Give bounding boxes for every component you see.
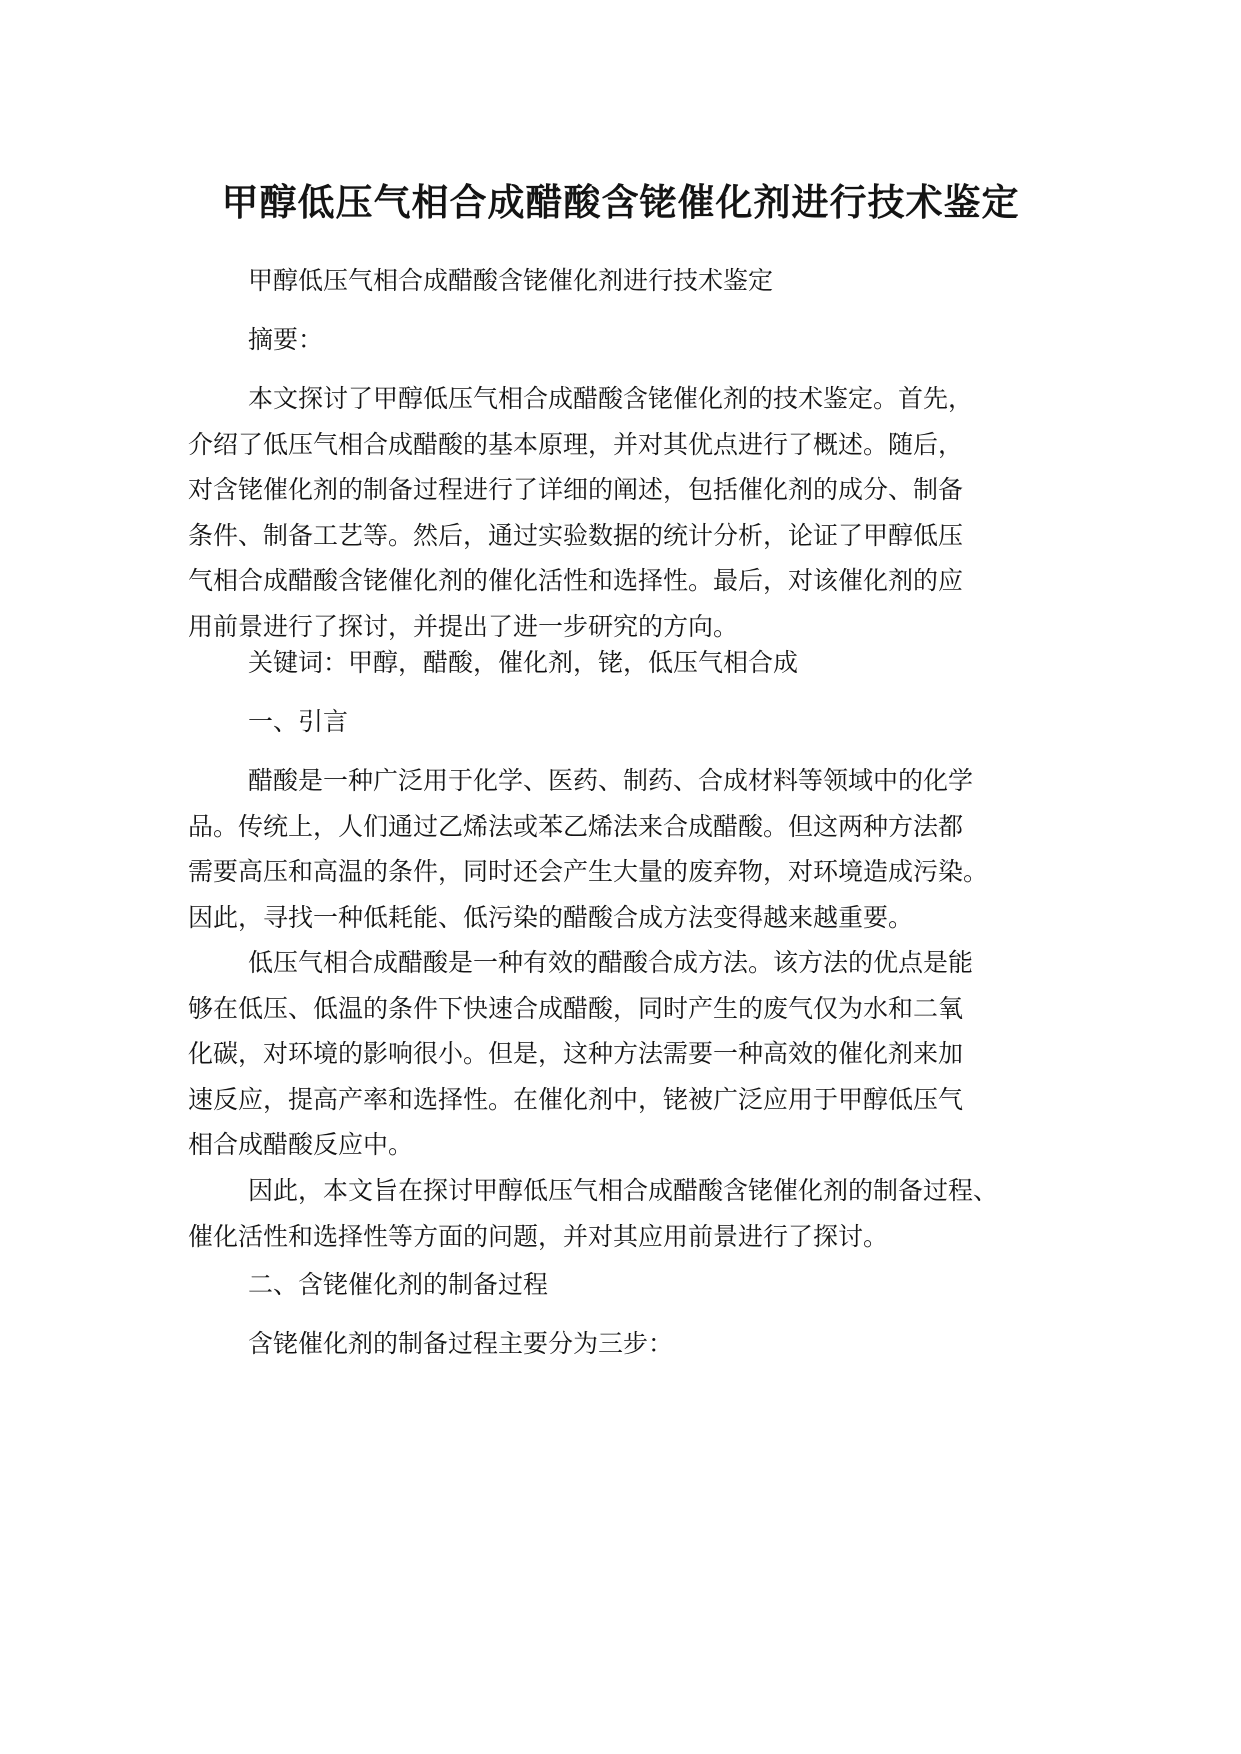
paragraph-abstract-label — [188, 317, 1068, 363]
paragraph-abstract — [188, 376, 1068, 650]
text-line: 本文探讨了甲醇低压气相合成醋酸含铑催化剂的技术鉴定。首先， — [248, 384, 974, 413]
section-heading-preparation — [188, 1262, 1068, 1308]
text-line: 气相合成醋酸含铑催化剂的催化活性和选择性。最后，对该催化剂的应 — [188, 566, 964, 596]
text-line: 用前景进行了探讨，并提出了进一步研究的方向。 — [188, 611, 739, 641]
text-line: 需要高压和高温的条件，同时还会产生大量的废弃物，对环境造成污染。 — [188, 857, 989, 887]
text-line: 条件、制备工艺等。然后，通过实验数据的统计分析，论证了甲醇低压 — [188, 520, 964, 550]
text-line: 相合成醋酸反应中。 — [188, 1130, 414, 1160]
document-title: 甲醇低压气相合成醋酸含铑催化剂进行技术鉴定 — [221, 181, 1020, 224]
paragraph-preparation — [188, 1321, 1068, 1367]
text-line: 一、引言 — [248, 707, 349, 736]
paragraph-keywords — [188, 640, 1068, 686]
paragraph-intro-3 — [188, 1168, 1068, 1259]
text-line: 含铑催化剂的制备过程主要分为三步： — [248, 1329, 674, 1358]
text-line: 品。传统上，人们通过乙烯法或苯乙烯法来合成醋酸。但这两种方法都 — [188, 811, 964, 841]
text-line: 二、含铑催化剂的制备过程 — [248, 1270, 549, 1299]
text-line: 催化活性和选择性等方面的问题，并对其应用前景进行了探讨。 — [188, 1221, 889, 1251]
text-line: 化碳，对环境的影响很小。但是，这种方法需要一种高效的催化剂来加 — [188, 1039, 964, 1069]
text-line: 对含铑催化剂的制备过程进行了详细的阐述，包括催化剂的成分、制备 — [188, 475, 964, 505]
text-line: 醋酸是一种广泛用于化学、医药、制药、合成材料等领域中的化学 — [248, 766, 974, 795]
text-line: 够在低压、低温的条件下快速合成醋酸，同时产生的废气仅为水和二氧 — [188, 993, 964, 1023]
text-line: 因此，本文旨在探讨甲醇低压气相合成醋酸含铑催化剂的制备过程、 — [248, 1176, 999, 1205]
text-line: 因此，寻找一种低耗能、低污染的醋酸合成方法变得越来越重要。 — [188, 902, 914, 932]
text-line: 介绍了低压气相合成醋酸的基本原理，并对其优点进行了概述。随后， — [188, 429, 964, 459]
paragraph-intro-1 — [188, 758, 1068, 940]
section-heading-introduction — [188, 699, 1068, 745]
paragraph-subtitle — [188, 258, 1068, 304]
text-line: 甲醇低压气相合成醋酸含铑催化剂进行技术鉴定 — [248, 266, 774, 295]
text-line: 摘要： — [248, 325, 324, 354]
text-line: 速反应，提高产率和选择性。在催化剂中，铑被广泛应用于甲醇低压气 — [188, 1084, 964, 1114]
text-line: 关键词：甲醇，醋酸，催化剂，铑，低压气相合成 — [248, 648, 799, 677]
paragraph-intro-2 — [188, 940, 1068, 1168]
text-line: 低压气相合成醋酸是一种有效的醋酸合成方法。该方法的优点是能 — [248, 948, 974, 977]
